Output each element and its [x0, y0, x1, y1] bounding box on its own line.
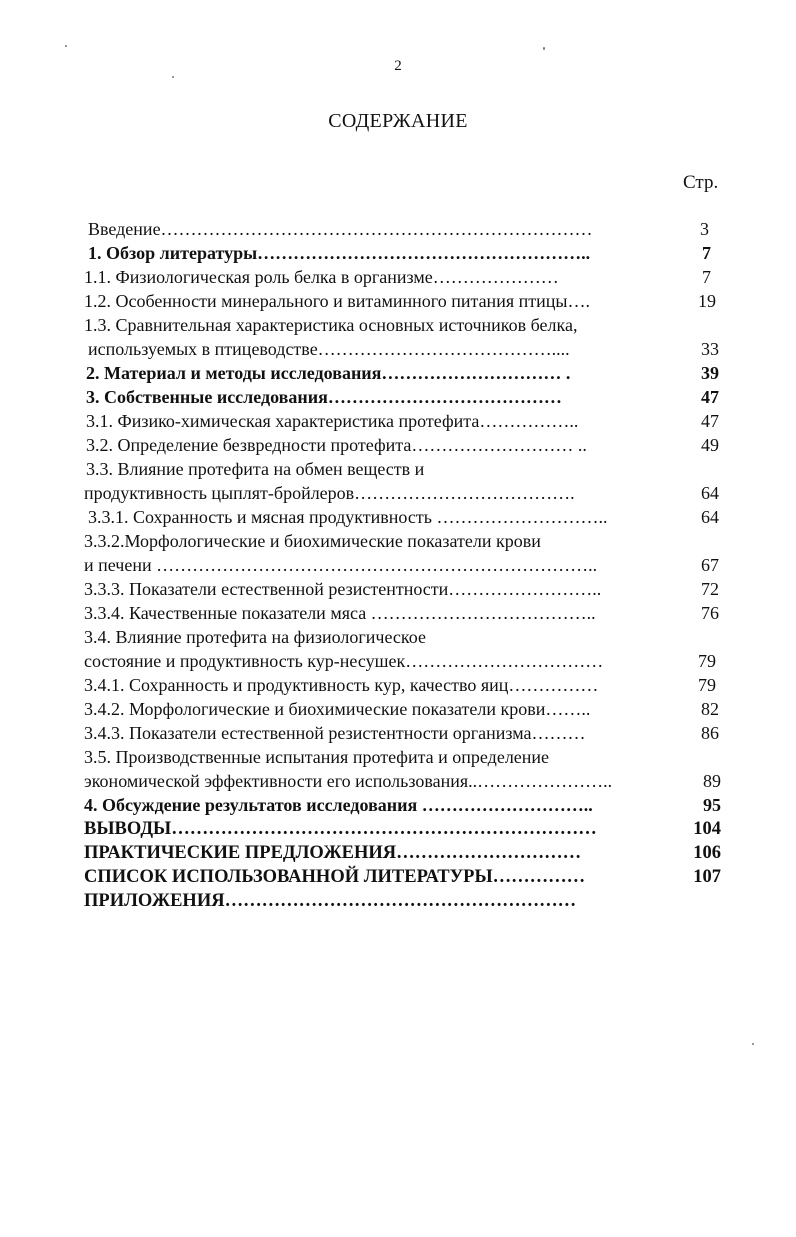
toc-entry-title: 4. Обсуждение результатов исследования ………………………..: [84, 795, 593, 815]
toc-entry: [0, 361, 796, 385]
toc-entry-title: используемых в птицеводстве…………………………………....: [88, 339, 570, 359]
toc-entry-title: 1. Обзор литературы………………………………………………..: [88, 243, 591, 263]
toc-entry-page-number: 76: [701, 603, 719, 623]
toc-entry-title: 1.3. Сравнительная характеристика основных источников белка,: [84, 315, 578, 335]
toc-entry-title: 1.1. Физиологическая роль белка в организме…………………: [84, 267, 559, 287]
toc-entry: [0, 601, 796, 625]
toc-entry: [0, 313, 796, 337]
toc-entry: [0, 289, 796, 313]
toc-entry-title: 3.5. Производственные испытания протефита и определение: [84, 747, 550, 767]
toc-entry-title: 3. Собственные исследования…………………………………: [86, 387, 562, 407]
toc-entry-title: 1.2. Особенности минерального и витаминного питания птицы….: [84, 291, 590, 311]
toc-entry-page-number: 72: [701, 579, 719, 599]
toc-entry-title: продуктивность цыплят-бройлеров……………………………….: [84, 483, 575, 503]
toc-entry: [0, 505, 796, 529]
toc-entry-page-number: 104: [693, 819, 721, 839]
toc-entry-title: СПИСОК ИСПОЛЬЗОВАННОЙ ЛИТЕРАТУРЫ……………: [84, 867, 586, 887]
toc-entry-title: 3.3. Влияние протефита на обмен веществ и: [86, 459, 425, 479]
toc-entry: [0, 841, 796, 865]
toc-entry-page-number: 106: [693, 843, 721, 863]
toc-entry-page-number: 79: [698, 651, 716, 671]
toc-entry: [0, 217, 796, 241]
toc-entry: [0, 745, 796, 769]
toc-entry-page-number: 7: [702, 243, 711, 263]
toc-entry: [0, 769, 796, 793]
toc-entry-page-number: 47: [701, 387, 719, 407]
toc-entry-title: экономической эффективности его использования..…………………..: [84, 771, 613, 791]
toc-entry: [0, 457, 796, 481]
toc-entry-title: 3.4. Влияние протефита на физиологическое: [84, 627, 426, 647]
toc-entry: [0, 481, 796, 505]
toc-entry: [0, 265, 796, 289]
toc-entry-title: и печени ………………………………………………………………..: [84, 555, 598, 575]
toc-entry-page-number: 3: [700, 219, 709, 239]
scan-speck: [172, 76, 174, 78]
toc-entry: [0, 433, 796, 457]
toc-entry-title: 2. Материал и методы исследования………………………… .: [86, 363, 571, 383]
toc-entry-page-number: 89: [703, 771, 721, 791]
toc-entry: [0, 337, 796, 361]
toc-entry: [0, 241, 796, 265]
scan-speck: [752, 1043, 754, 1045]
toc-entry: [0, 409, 796, 433]
toc-entry-title: 3.4.1. Сохранность и продуктивность кур, качество яиц……………: [84, 675, 599, 695]
scan-speck: [65, 45, 67, 47]
toc-entry-page-number: 79: [698, 675, 716, 695]
toc-entry: [0, 793, 796, 817]
page-number: 2: [394, 58, 402, 74]
toc-entry-title: ПРИЛОЖЕНИЯ…………………………………………………: [84, 891, 577, 911]
toc-entry-page-number: 64: [701, 507, 719, 527]
toc-entry: [0, 553, 796, 577]
toc-entry-title: 3.4.3. Показатели естественной резистентности организма………: [84, 723, 586, 743]
toc-entry-page-number: 19: [698, 291, 716, 311]
toc-entry: [0, 625, 796, 649]
toc-entry-page-number: 95: [703, 795, 721, 815]
toc-entry-page-number: 49: [701, 435, 719, 455]
toc-entry-title: 3.3.3. Показатели естественной резистентности……………………..: [84, 579, 602, 599]
scan-speck: [543, 47, 545, 50]
toc-entry: [0, 577, 796, 601]
toc-entry: [0, 385, 796, 409]
toc-entry-title: 3.3.1. Сохранность и мясная продуктивность ………………………..: [88, 507, 608, 527]
toc-entry-title: 3.3.4. Качественные показатели мяса ………………………………..: [84, 603, 596, 623]
toc-entry-title: 3.3.2.Морфологические и биохимические показатели крови: [84, 531, 541, 551]
page-title: СОДЕРЖАНИЕ: [328, 110, 468, 132]
toc-entry-title: 3.1. Физико-химическая характеристика протефита……………..: [86, 411, 579, 431]
toc-entry-page-number: 107: [693, 867, 721, 887]
toc-entry-page-number: 82: [701, 699, 719, 719]
toc-entry: [0, 649, 796, 673]
toc-entry-title: 3.4.2. Морфологические и биохимические показатели крови……..: [84, 699, 591, 719]
toc-entry: [0, 529, 796, 553]
toc-entry-page-number: 39: [701, 363, 719, 383]
toc-entry-page-number: 64: [701, 483, 719, 503]
toc-entry-title: ПРАКТИЧЕСКИЕ ПРЕДЛОЖЕНИЯ…………………………: [84, 843, 582, 863]
page-column-label: Стр.: [683, 172, 719, 193]
toc-entry-page-number: 86: [701, 723, 719, 743]
toc-entry-page-number: 7: [702, 267, 711, 287]
toc-entry-page-number: 67: [701, 555, 719, 575]
toc-entry: [0, 817, 796, 841]
toc-entry-title: ВЫВОДЫ……………………………………………………………: [84, 819, 597, 839]
toc-entry: [0, 673, 796, 697]
toc-entry: [0, 697, 796, 721]
toc-entry: [0, 721, 796, 745]
toc-entry-title: 3.2. Определение безвредности протефита……………………… ..: [86, 435, 587, 455]
toc-entry-title: Введение………………………………………………………………: [88, 219, 593, 239]
toc-entry-page-number: 47: [701, 411, 719, 431]
toc-entry: [0, 865, 796, 889]
toc-entry-title: состояние и продуктивность кур-несушек……………………………: [84, 651, 604, 671]
toc-entry: [0, 889, 796, 913]
toc-entry-page-number: 33: [701, 339, 719, 359]
